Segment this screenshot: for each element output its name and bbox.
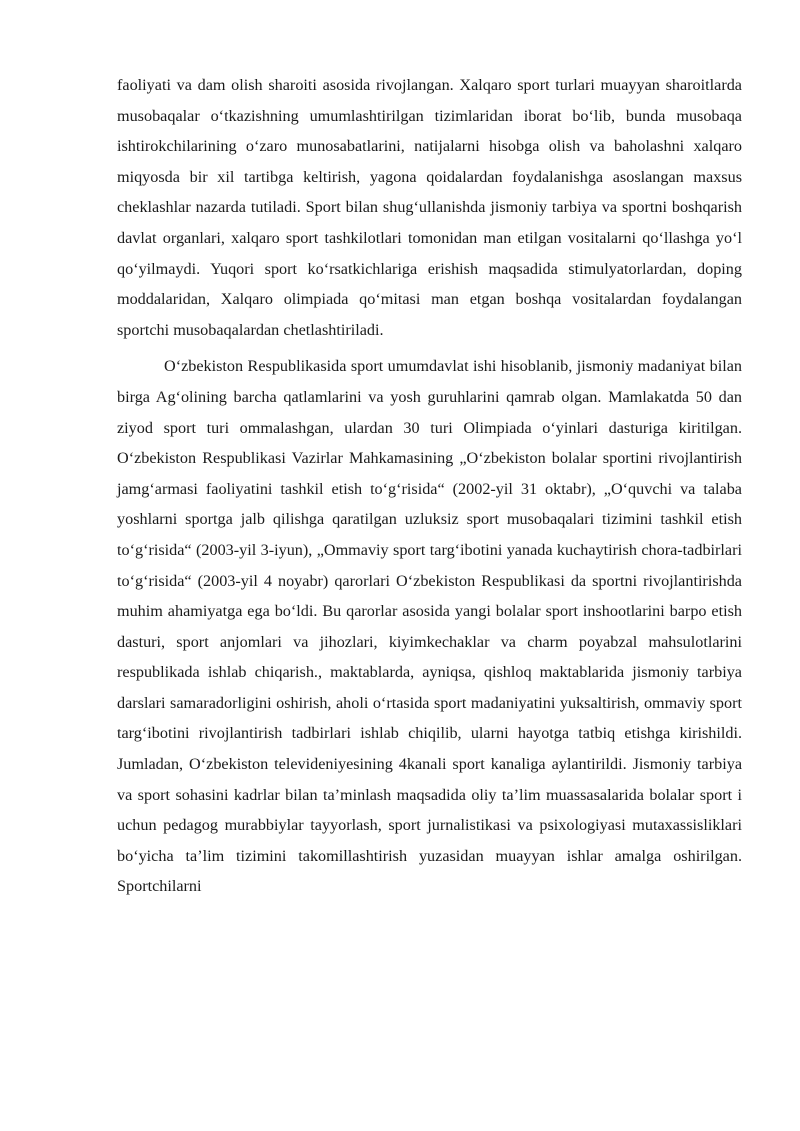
paragraph-uzbekistan-sport: O‘zbekiston Respublikasida sport umumdavlat ishi hisoblanib, jismoniy madaniyat bilan birga Ag‘olining barcha qatlamlarini va yosh guruhlarini qamrab olgan. Mamlakatda 50 dan ziyod sport turi ommalashgan, ulardan 30 turi Olimpiada o‘yinlari dasturiga kiritilgan. O‘zbekiston Respublikasi Vazirlar Mahkamasining „O‘zbekiston bolalar sportini rivojlantirish jamg‘armasi faoliyatini tashkil etish to‘g‘risida“ (2002-yil 31 oktabr), „O‘quvchi va talaba yoshlarni sportga jalb qilishga qaratilgan uzluksiz sport musobaqalari tizimini tashkil etish to‘g‘risida“ (2003-yil 3-iyun), „Ommaviy sport targ‘ibotini yanada kuchaytirish chora-tadbirlari to‘g‘risida“ (2003-yil 4 noyabr) qarorlari O‘zbekiston Respublikasi da sportni rivojlantirishda muhim ahamiyatga ega bo‘ldi. Bu qarorlar asosida yangi bolalar sport inshootlarini barpo etish dasturi, sport anjomlari va jihozlari, kiyimkechaklar va charm poyabzal mahsulotlarini respublikada ishlab chiqarish., maktablarda, ayniqsa, qishloq maktablarida jismoniy tarbiya darslari samaradorligini oshirish, aholi o‘rtasida sport madaniyatini yuksaltirish, ommaviy sport targ‘ibotini rivojlantirish tadbirlari ishlab chiqilib, ularni hayotga tatbiq etishga kirishildi. Jumladan, O‘zbekiston televideniyesining 4kanali sport kanaliga aylantirildi. Jismoniy tarbiya va sport sohasini kadrlar bilan ta’minlash maqsadida oliy ta’lim muassasalarida bolalar sport i uchun pedagog murabbiylar tayyorlash, sport jurnalistikasi va psixologiyasi mutaxassisliklari bo‘yicha ta’lim tizimini takomillashtirish yuzasidan muayyan ishlar amalga oshirilgan. Sportchilarni [117,357,742,896]
paragraph-continued: faoliyati va dam olish sharoiti asosida rivojlangan. Xalqaro sport turlari muayyan sharoitlarda musobaqalar o‘tkazishning umumlashtirilgan tizimlaridan iborat bo‘lib, bunda musobaqa ishtirokchilarining o‘zaro munosabatlarini, natijalarni hisobga olish va baholashni xalqaro miqyosda bir xil tartibga keltirish, yagona qoidalardan foydalanishga asoslangan maxsus cheklashlar nazarda tutiladi. Sport bilan shug‘ullanishda jismoniy tarbiya va sportni boshqarish davlat organlari, xalqaro sport tashkilotlari tomonidan man etilgan vositalarni qo‘llashga yo‘l qo‘yilmaydi. Yuqori sport ko‘rsatkichlariga erishish maqsadida stimulyatorlardan, doping moddalaridan, Xalqaro olimpiada qo‘mitasi man etgan boshqa vositalardan foydalangan sportchi musobaqalardan chetlashtiriladi. [117,76,742,339]
